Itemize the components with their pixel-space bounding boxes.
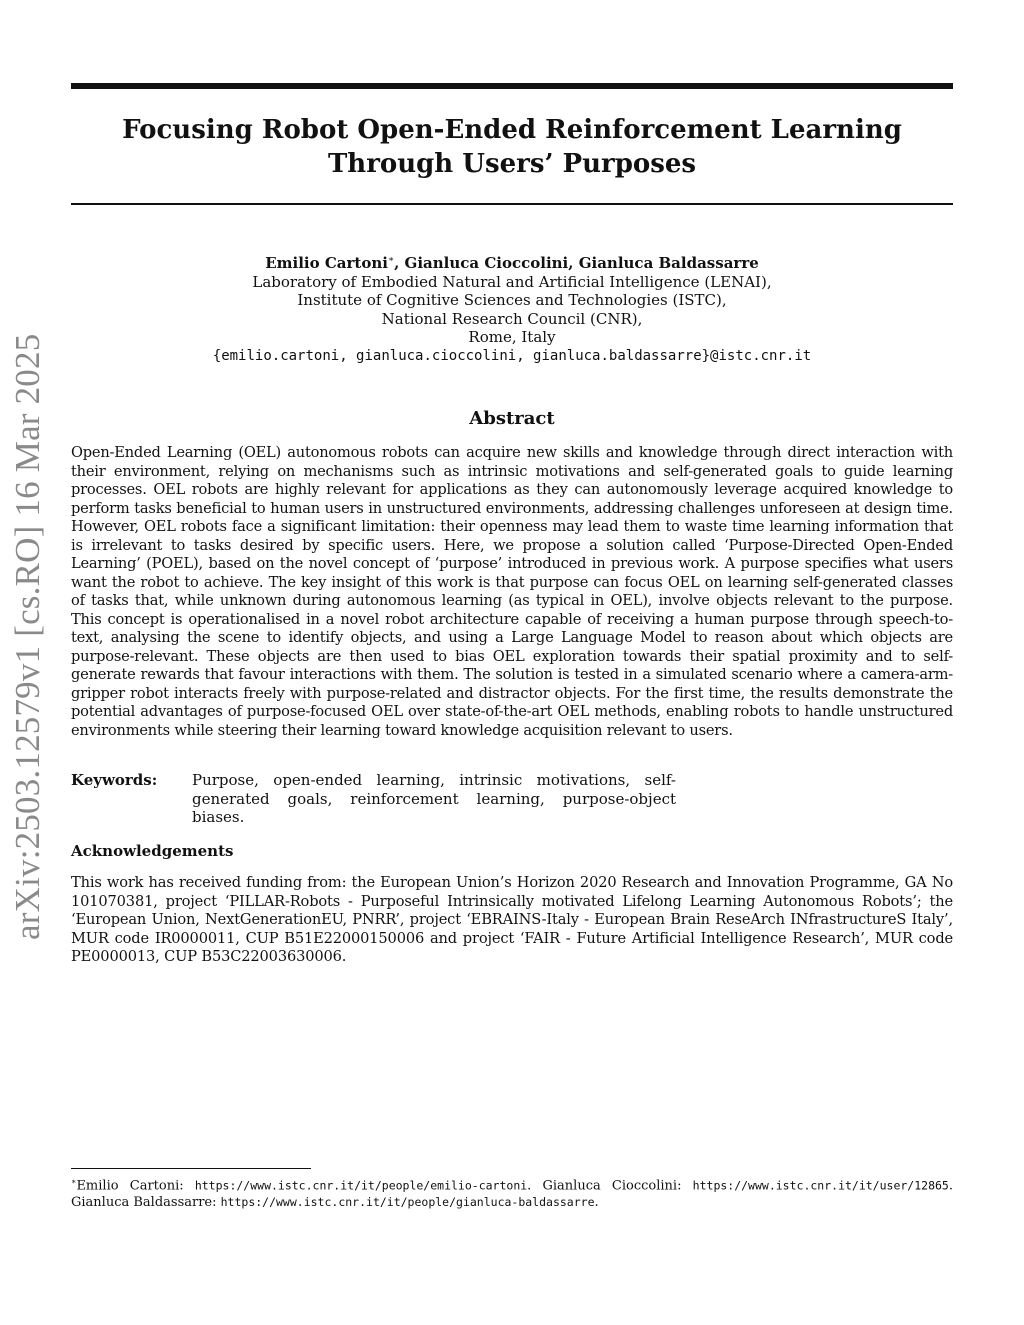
other-authors: , Gianluca Cioccolini, Gianluca Baldassarre	[394, 254, 759, 272]
author-footnote	[71, 1173, 953, 1211]
footnote-name-2: . Gianluca Cioccolini:	[527, 1178, 693, 1194]
arxiv-identifier-stamp: arXiv:2503.12579v1 [cs.RO] 16 Mar 2025	[8, 333, 47, 940]
author-footnote-mark: ∗	[387, 255, 395, 265]
acknowledgements-heading: Acknowledgements	[71, 842, 234, 860]
title-line-1: Focusing Robot Open-Ended Reinforcement Learning	[122, 115, 902, 145]
author-emails: {emilio.cartoni, gianluca.cioccolini, gianluca.baldassarre}@istc.cnr.it	[212, 347, 812, 364]
footnote-name-3: . Gianluca Baldassarre:	[71, 1178, 953, 1211]
author-names	[71, 251, 953, 273]
author-block	[71, 251, 953, 365]
abstract-body: Open-Ended Learning (OEL) autonomous robots can acquire new skills and knowledge through direct interaction with their environment, relying on mechanisms such as intrinsic motivations and self-generated goals to guide learning processes. OEL robots are highly relevant for applications as they can autonomously leverage acquired knowledge to perform tasks beneficial to human users in unstructured environments, addressing challenges unforeseen at design time. However, OEL robots face a significant limitation: their openness may lead them to waste time learning information that is irrelevant to tasks desired by specific users. Here, we propose a solution called ‘Purpose-Directed Open-Ended Learning’ (POEL), based on the novel concept of ‘purpose’ introduced in previous work. A purpose specifies what users want the robot to achieve. The key insight of this work is that purpose can focus OEL on learning self-generated classes of tasks that, while unknown during autonomous learning (as typical in OEL), involve objects relevant to the purpose. This concept is operationalised in a novel robot architecture capable of receiving a human purpose through speech-to-text, analysing the scene to identify objects, and using a Large Language Model to reason about which objects are purpose-relevant. These objects are then used to bias OEL exploration towards their spatial proximity and to self-generate rewards that favour interactions with them. The solution is tested in a simulated scenario where a camera-arm-gripper robot interacts freely with purpose-related and distractor objects. For the first time, the results demonstrate the potential advantages of purpose-focused OEL over state-of-the-art OEL methods, enabling robots to handle unstructured environments while steering their learning toward knowledge acquisition relevant to users.	[71, 444, 953, 739]
footnote-link-emilio[interactable]: https://www.istc.cnr.it/it/people/emilio-cartoni	[194, 1178, 528, 1193]
keywords-list: Purpose, open-ended learning, intrinsic motivations, self-generated goals, reinforcement learning, purpose-object biases.	[192, 771, 676, 826]
paper-title	[71, 113, 953, 181]
abstract-heading: Abstract	[469, 408, 555, 429]
footnote-mark: ∗	[71, 1177, 77, 1186]
footnote-name-1: Emilio Cartoni:	[76, 1178, 195, 1194]
footnote-link-gianluca-c[interactable]: https://www.istc.cnr.it/it/user/12865	[692, 1178, 949, 1193]
title-bottom-rule	[71, 203, 953, 205]
affiliation-line: Rome, Italy	[468, 328, 556, 346]
affiliation-line: Institute of Cognitive Sciences and Technologies (ISTC),	[297, 291, 727, 309]
acknowledgements-body: This work has received funding from: the European Union’s Horizon 2020 Research and Innovation Programme, GA No 101070381, project ‘PILLAR-Robots - Purposeful Intrinsically motivated Lifelong Learning Autonomous Robots’; the ‘European Union, NextGenerationEU, PNRR’, project ‘EBRAINS-Italy - European Brain ReseArch INfrastructureS Italy’, MUR code IR0000011, CUP B51E22000150006 and project ‘FAIR - Future Artificial Intelligence Research’, MUR code PE0000013, CUP B53C22003630006.	[71, 874, 953, 965]
keywords-label: Keywords:	[71, 771, 158, 789]
title-line-2: Through Users’ Purposes	[327, 149, 697, 179]
first-author: Emilio Cartoni	[265, 254, 388, 272]
affiliation-line: Laboratory of Embodied Natural and Artificial Intelligence (LENAI),	[252, 272, 772, 291]
title-top-rule	[71, 83, 953, 89]
footnote-rule	[71, 1168, 311, 1169]
affiliation-line: National Research Council (CNR),	[381, 309, 643, 328]
footnote-end: .	[594, 1195, 599, 1211]
footnote-link-gianluca-b[interactable]: https://www.istc.cnr.it/it/people/gianluca-baldassarre	[220, 1195, 595, 1210]
